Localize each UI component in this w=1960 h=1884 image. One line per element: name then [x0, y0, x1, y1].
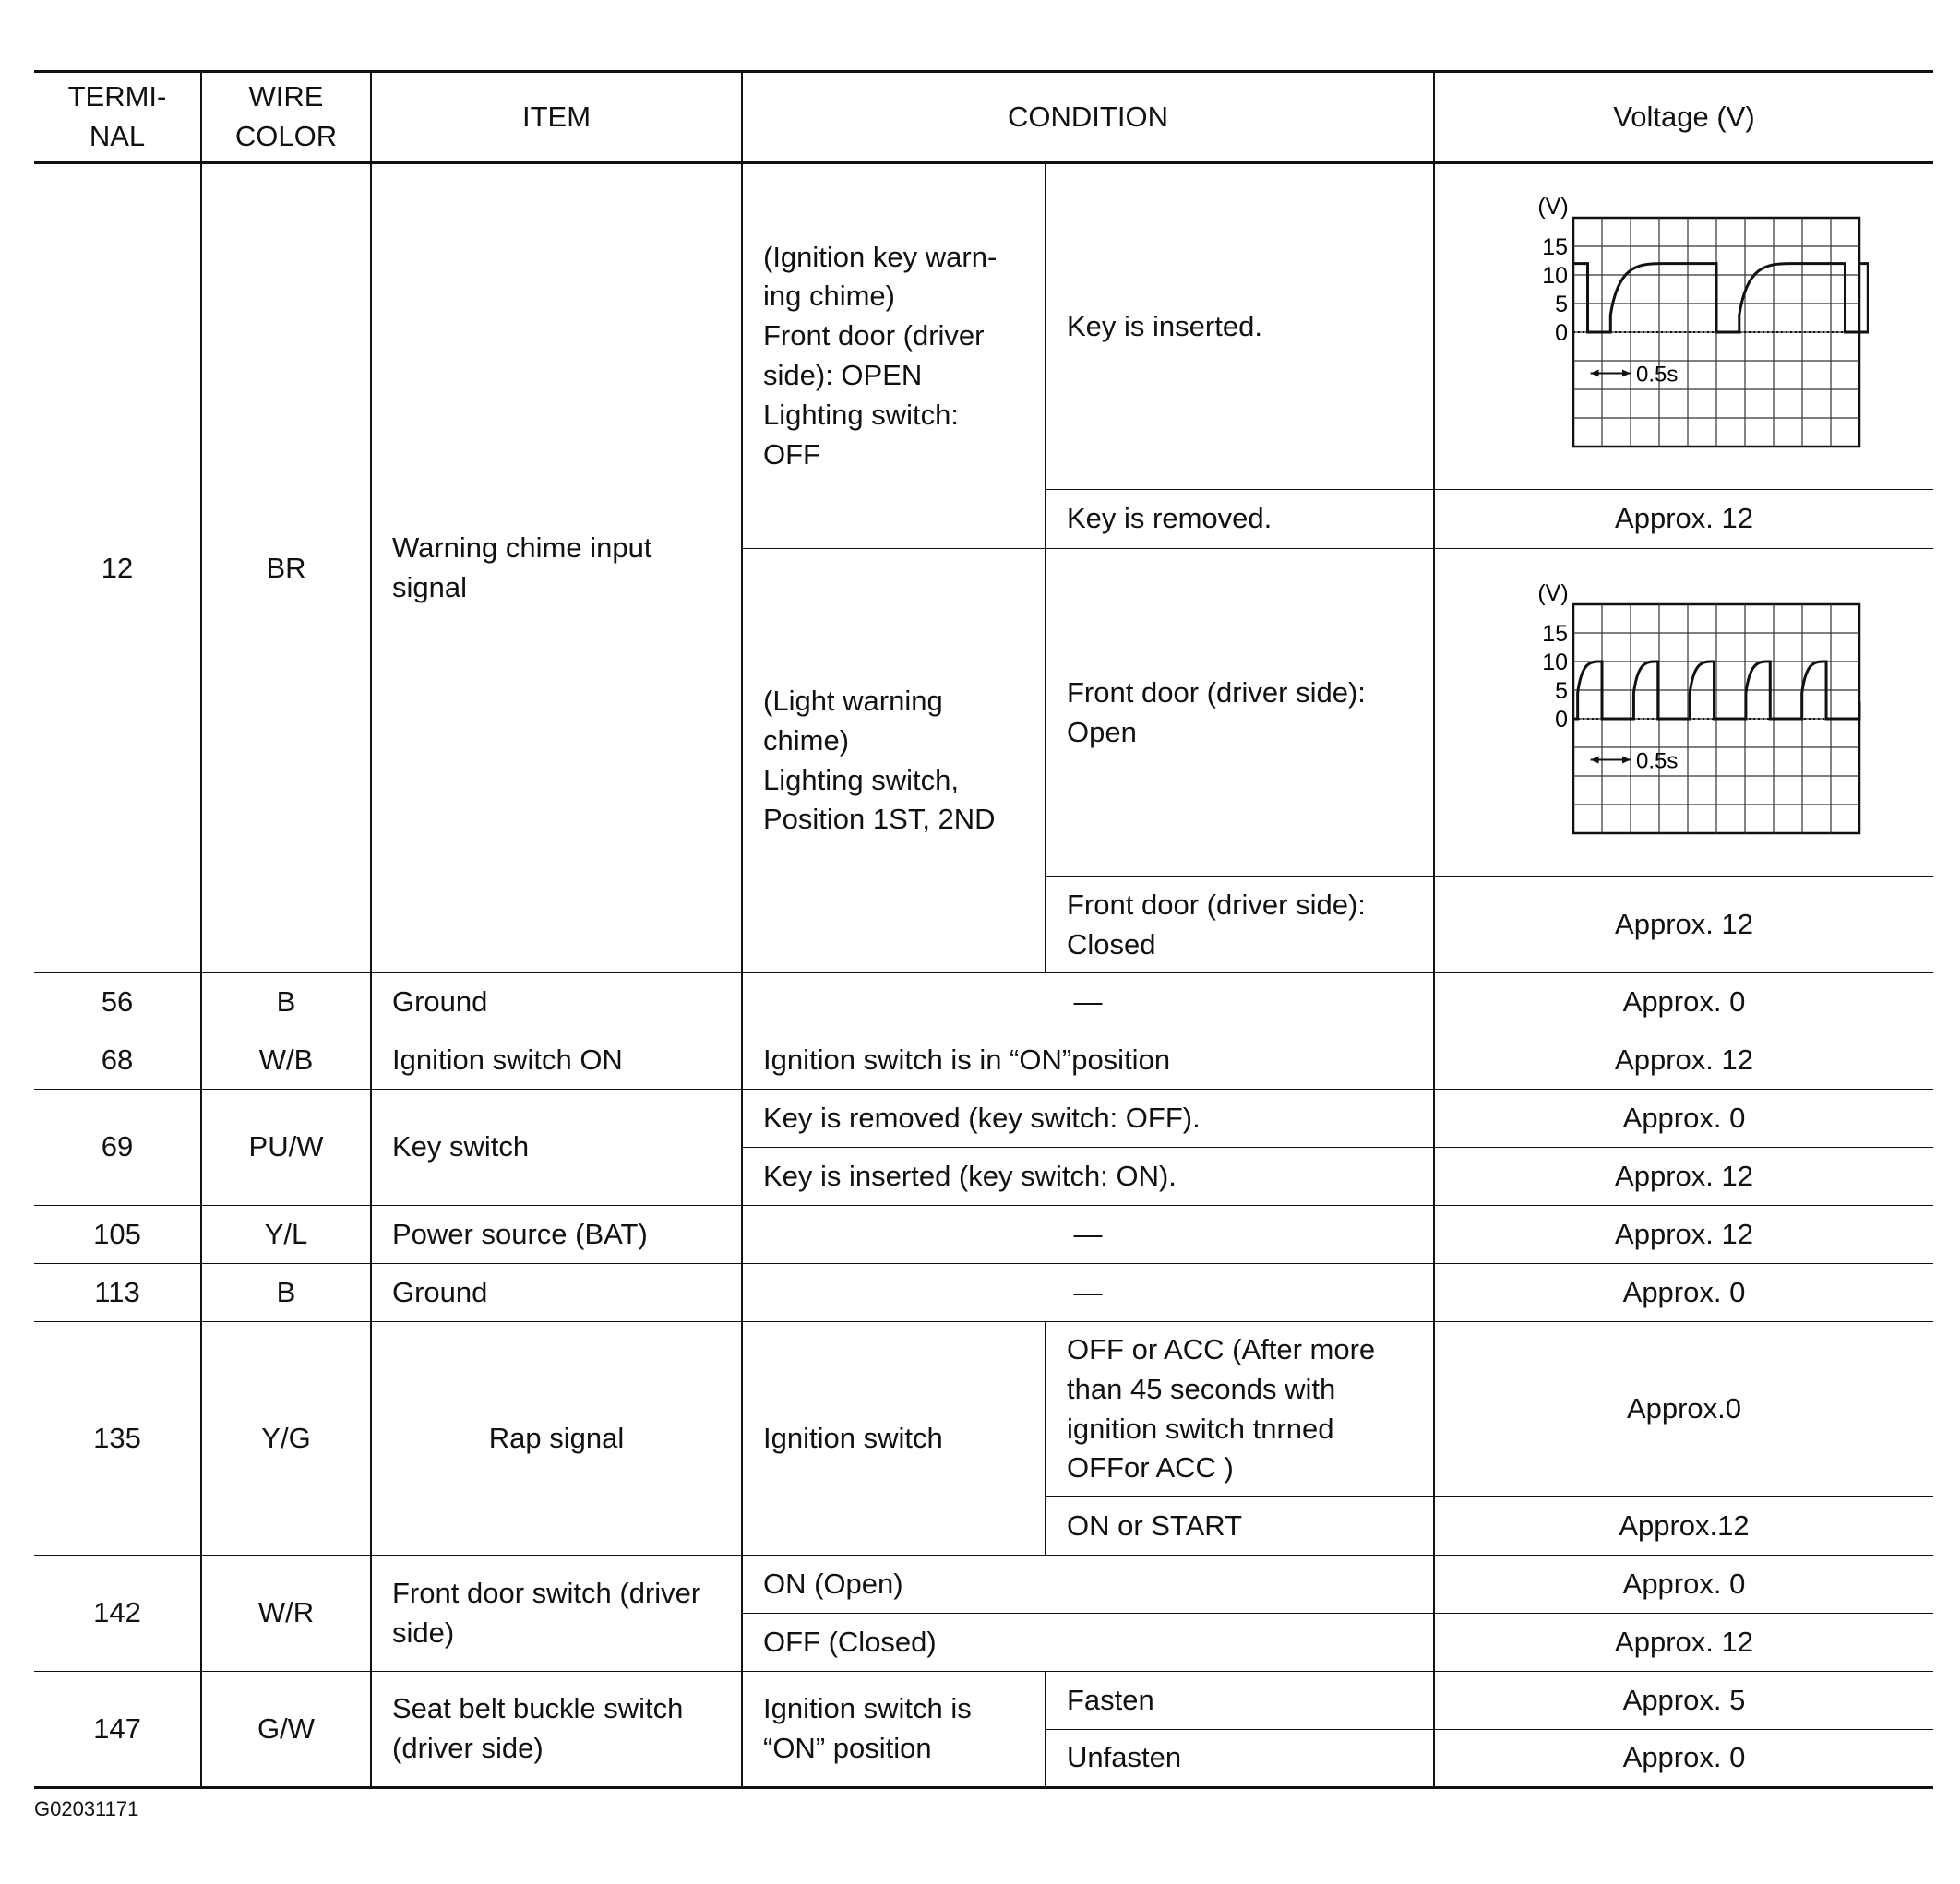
- wave-light-warning-y-tick-label: 0: [1555, 706, 1568, 733]
- wave-key-inserted-unit-label: (V): [1537, 194, 1569, 220]
- item-113: Ground: [371, 1264, 742, 1322]
- wire-color-105: Y/L: [201, 1206, 371, 1264]
- terminal-135: 135: [34, 1322, 201, 1556]
- item-56: Ground: [371, 973, 742, 1031]
- wave-light-warning-y-tick-label: 10: [1542, 649, 1568, 675]
- wave-key-inserted-y-tick-label: 5: [1555, 292, 1568, 317]
- condition-key-inserted: Key is inserted.: [1046, 163, 1434, 490]
- condition-68: Ignition switch is in “ON”position: [742, 1031, 1434, 1090]
- wave-key-inserted-time-arrowhead: [1622, 370, 1631, 377]
- condition-105: —: [742, 1206, 1434, 1264]
- wire-color-135: Y/G: [201, 1322, 371, 1556]
- voltage-waveform-light-warning: [1434, 549, 1933, 877]
- header-row: [34, 72, 1933, 163]
- voltage-56: Approx. 0: [1434, 973, 1933, 1031]
- wave-light-warning-y-tick-label: 15: [1542, 620, 1568, 647]
- voltage-68: Approx. 12: [1434, 1031, 1933, 1090]
- wire-color-56: B: [201, 973, 371, 1031]
- condition-69-removed: Key is removed (key switch: OFF).: [742, 1090, 1434, 1148]
- terminal-68: 68: [34, 1031, 201, 1090]
- wave-key-inserted-time-label: 0.5s: [1636, 362, 1679, 388]
- wave-light-warning-time-label: 0.5s: [1636, 748, 1679, 773]
- figure-id: G02031171: [34, 1797, 139, 1820]
- condition-56: —: [742, 973, 1434, 1031]
- wave-light-warning-time-arrowhead: [1622, 756, 1631, 763]
- item-105: Power source (BAT): [371, 1206, 742, 1264]
- table-row-113: [34, 1264, 1933, 1322]
- table-row-105: [34, 1206, 1933, 1264]
- terminal-105: 105: [34, 1206, 201, 1264]
- condition-142-open: ON (Open): [742, 1556, 1434, 1614]
- terminal-113: 113: [34, 1264, 201, 1322]
- terminal-142: 142: [34, 1556, 201, 1672]
- terminal-147: 147: [34, 1672, 201, 1788]
- wave-key-inserted-y-tick-label: 0: [1555, 320, 1568, 346]
- condition-135-on-start: ON or START: [1046, 1497, 1434, 1556]
- header-wire-color: WIRE COLOR: [201, 72, 371, 163]
- wave-key-inserted-signal-trace: [1573, 264, 1868, 332]
- voltage-door-closed: Approx. 12: [1434, 877, 1933, 973]
- table-row-142a: [34, 1556, 1933, 1614]
- item-68: Ignition switch ON: [371, 1031, 742, 1090]
- wire-color-12: BR: [201, 163, 371, 973]
- wire-color-142: W/R: [201, 1556, 371, 1672]
- condition-147-fasten: Fasten: [1046, 1672, 1434, 1730]
- condition-key-removed: Key is removed.: [1046, 490, 1434, 549]
- condition-door-open: Front door (driver side): Open: [1046, 549, 1434, 877]
- condition-ignition-key-warning: (Ignition key warn- ing chime) Front door (driver side): OPEN Lighting switch: OFF: [742, 163, 1046, 549]
- item-142: Front door switch (driver side): [371, 1556, 742, 1672]
- terminal-spec-table: [34, 70, 1933, 1789]
- item-12: Warning chime input signal: [371, 163, 742, 973]
- table-row-135a: [34, 1322, 1933, 1497]
- wire-color-113: B: [201, 1264, 371, 1322]
- voltage-142-closed: Approx. 12: [1434, 1614, 1933, 1672]
- voltage-69-removed: Approx. 0: [1434, 1090, 1933, 1148]
- waveform-chart-key-inserted: [1500, 188, 1869, 465]
- table-row-68: [34, 1031, 1933, 1090]
- item-135: Rap signal: [371, 1322, 742, 1556]
- wave-key-inserted-time-arrowhead: [1591, 370, 1599, 377]
- header-voltage: Voltage (V): [1434, 72, 1933, 163]
- voltage-135-on-start: Approx.12: [1434, 1497, 1933, 1556]
- condition-door-closed: Front door (driver side): Closed: [1046, 877, 1434, 973]
- table-row-12a: [34, 163, 1933, 490]
- wire-color-147: G/W: [201, 1672, 371, 1788]
- voltage-waveform-key-inserted: [1434, 163, 1933, 490]
- item-69: Key switch: [371, 1090, 742, 1206]
- header-terminal: TERMI- NAL: [34, 72, 201, 163]
- voltage-135-off-acc: Approx.0: [1434, 1322, 1933, 1497]
- terminal-69: 69: [34, 1090, 201, 1206]
- header-item: ITEM: [371, 72, 742, 163]
- item-147: Seat belt buckle switch (driver side): [371, 1672, 742, 1788]
- wave-light-warning-y-tick-label: 5: [1555, 677, 1568, 704]
- condition-135: Ignition switch: [742, 1322, 1046, 1556]
- condition-69-inserted: Key is inserted (key switch: ON).: [742, 1148, 1434, 1206]
- terminal-12: 12: [34, 163, 201, 973]
- voltage-147-fasten: Approx. 5: [1434, 1672, 1933, 1730]
- voltage-69-inserted: Approx. 12: [1434, 1148, 1933, 1206]
- voltage-key-removed: Approx. 12: [1434, 490, 1933, 549]
- wave-key-inserted-y-tick-label: 15: [1542, 234, 1568, 260]
- voltage-113: Approx. 0: [1434, 1264, 1933, 1322]
- header-condition: CONDITION: [742, 72, 1434, 163]
- voltage-147-unfasten: Approx. 0: [1434, 1730, 1933, 1788]
- voltage-105: Approx. 12: [1434, 1206, 1933, 1264]
- condition-light-warning: (Light warning chime) Lighting switch, Position 1ST, 2ND: [742, 549, 1046, 973]
- voltage-142-open: Approx. 0: [1434, 1556, 1933, 1614]
- wire-color-69: PU/W: [201, 1090, 371, 1206]
- table-row-56: [34, 973, 1933, 1031]
- wire-color-68: W/B: [201, 1031, 371, 1090]
- wave-light-warning-time-arrowhead: [1591, 756, 1599, 763]
- waveform-chart-light-warning: [1500, 575, 1869, 852]
- condition-147-unfasten: Unfasten: [1046, 1730, 1434, 1788]
- table-row-69a: [34, 1090, 1933, 1148]
- condition-113: —: [742, 1264, 1434, 1322]
- condition-142-closed: OFF (Closed): [742, 1614, 1434, 1672]
- condition-147: Ignition switch is “ON” position: [742, 1672, 1046, 1788]
- table-row-147a: [34, 1672, 1933, 1730]
- wave-key-inserted-y-tick-label: 10: [1542, 263, 1568, 289]
- condition-135-off-acc: OFF or ACC (After more than 45 seconds with ignition switch tnrned OFFor ACC ): [1046, 1322, 1434, 1497]
- terminal-56: 56: [34, 973, 201, 1031]
- wave-light-warning-unit-label: (V): [1537, 579, 1569, 606]
